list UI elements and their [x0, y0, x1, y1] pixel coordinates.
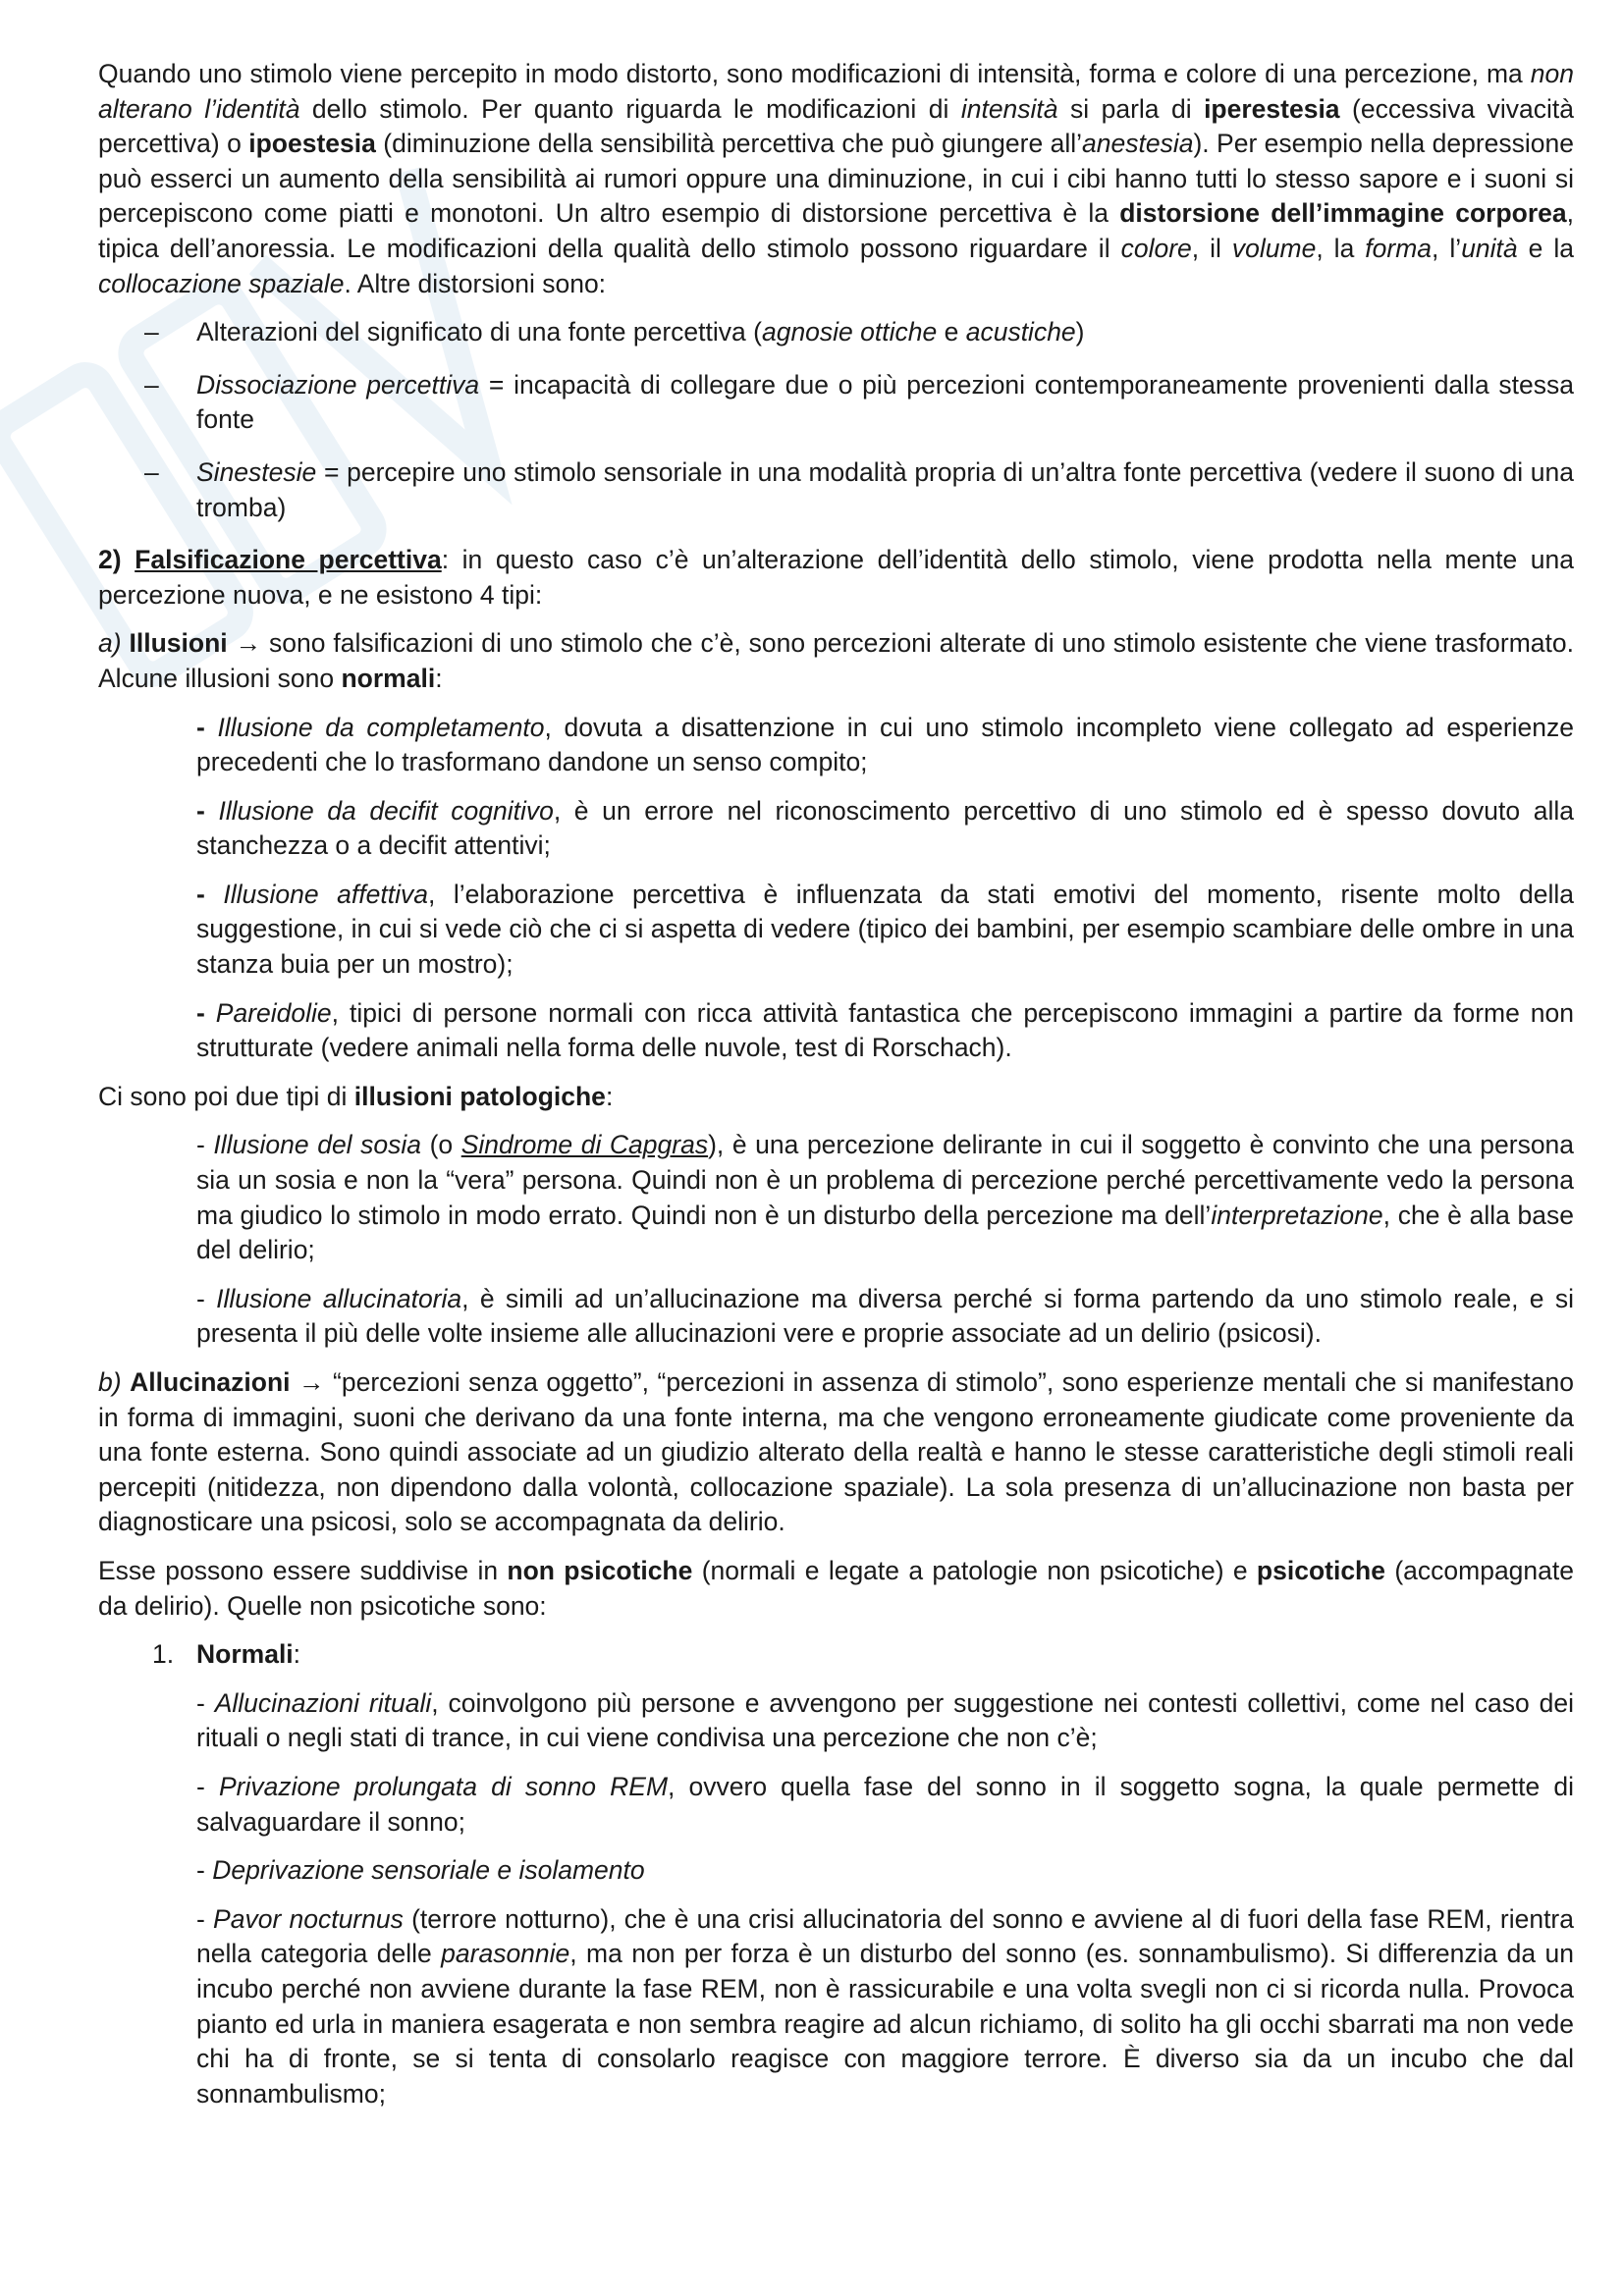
list-item: - Deprivazione sensoriale e isolamento [196, 1855, 645, 1886]
list-item: - Pareidolie, tipici di persone normali con ricca attività fantastica che percepiscono immagini a partire da forme non strutturate (vedere animali nella forma delle nuvole, test di Rorschach). [196, 997, 1575, 1063]
distortion-list [98, 315, 1574, 525]
list-item: - Illusione da decifit cognitivo, è un errore nel riconoscimento percettivo di uno stimolo ed è spesso dovuto alla stanchezza o a decifit attentivi; [196, 795, 1574, 861]
list-item: - Illusione del sosia (o Sindrome di Capgras), è una percezione delirante in cui il soggetto è convinto che una persona sia un sosia e non la “vera” persona. Quindi non è un problema di percezione perché percettivamente vedo la persona ma giudico lo stimolo in modo errato. Quindi non è un disturbo della percezione ma dell’interpretazione, che è alla base del delirio; [196, 1130, 1575, 1265]
list-item-title: Normali: [196, 1639, 301, 1670]
list-item: – Dissociazione percettiva = incapacità di collegare due o più percezioni contemporaneamente provenienti dalla stessa fonte [98, 368, 1574, 438]
intro-paragraph: Quando uno stimolo viene percepito in modo distorto, sono modificazioni di intensità, forma e colore di una percezione, ma non alterano l’identità dello stimolo. Per quanto riguarda le modificazioni di intensità si parla di iperestesia (eccessiva vivacità percettiva) o ipoestesia (diminuzione della sensibilità percettiva che può giungere all’anestesia). Per esempio nella depressione può esserci un aumento della sensibilità ai rumori oppure una diminuzione, in cui i cibi hanno tutti lo stesso sapore e i suoni si percepiscono come piatti e monotoni. Un altro esempio di distorsione percettiva è la distorsione dell’immagine corporea, tipica dell’anoressia. Le modificazioni della qualità dello stimolo possono riguardare il colore, il volume, la forma, l’unità e la collocazione spaziale. Altre distorsioni sono: [98, 59, 1575, 298]
subdivision-paragraph: Esse possono essere suddivise in non psicotiche (normali e legate a patologie non psicotiche) e psicotiche (accompagnate da delirio). Quelle non psicotiche sono: [98, 1555, 1574, 1621]
list-item: - Illusione allucinatoria, è simili ad un’allucinazione ma diversa perché si forma partendo da uno stimolo reale, e si presenta il più delle volte insieme alle allucinazioni vere e proprie associate ad un delirio (psicosi). [196, 1283, 1574, 1349]
list-item: - Allucinazioni rituali, coinvolgono più persone e avvengono per suggestione nei contesti collettivi, come nel caso dei rituali o negli stati di trance, in cui viene condivisa una percezione che non c’è; [196, 1687, 1574, 1753]
list-item: – Sinestesie = percepire uno stimolo sensoriale in una modalità propria di un’altra fonte percettiva (vedere il suono di una tromba) [98, 455, 1574, 525]
list-item: - Privazione prolungata di sonno REM, ovvero quella fase del sonno in il soggetto sogna, la quale permette di salvaguardare il sonno; [196, 1771, 1575, 1837]
illusioni-paragraph: a) Illusioni → sono falsificazioni di uno stimolo che c’è, sono percezioni alterate di uno stimolo esistente che viene trasformato. Alcune illusioni sono normali: [98, 628, 1574, 693]
arrow-icon: → [235, 628, 262, 659]
document-page [98, 57, 1574, 2125]
list-item: - Illusione da completamento, dovuta a disattenzione in cui uno stimolo incompleto viene collegato ad esperienze precedenti che lo trasformano dandone un senso compito; [196, 712, 1575, 777]
arrow-icon: → [298, 1367, 325, 1397]
section-2-paragraph: 2) Falsificazione percettiva: in questo caso c’è un’alterazione dell’identità dello stimolo, viene prodotta nella mente una percezione nuova, e ne esistono 4 tipi: [98, 545, 1574, 610]
numbered-list [98, 1637, 1574, 2111]
list-item: - Illusione affettiva, l’elaborazione percettiva è influenzata da stati emotivi del momento, risente molto della suggestione, in cui si vede ciò che ci si aspetta di vedere (tipico dei bambini, per esempio scambiare delle ombre in una stanza buia per un mostro); [196, 879, 1574, 980]
list-item: - Pavor nocturnus (terrore notturno), che è una crisi allucinatoria del sonno e avviene al di fuori della fase REM, rientra nella categoria delle parasonnie, ma non per forza è un disturbo del sonno (es. sonnambulismo). Si differenzia da un incubo perché non avviene durante la fase REM, non è rassicurabile e una volta svegli non ci si ricorda nulla. Provoca pianto ed urla in maniera esagerata e non sembra reagire ad alcun richiamo, di solito ha gli occhi sbarrati ma non vede chi ha di fronte, se si tenta di consolarlo reagisce con maggiore terrore. È diverso sia da un incubo che dal sonnambulismo; [196, 1903, 1574, 2109]
pathological-intro: Ci sono poi due tipi di illusioni patologiche: [98, 1081, 614, 1111]
allucinazioni-paragraph: b) Allucinazioni → “percezioni senza oggetto”, “percezioni in assenza di stimolo”, sono esperienze mentali che si manifestano in forma di immagini, suoni che derivano da una fonte interna, ma che vengono erroneamente giudicate come proveniente da una fonte esterna. Sono quindi associate ad un giudizio alterato della realtà e hanno le stesse caratteristiche degli stimoli reali percepiti (nitidezza, non dipendono dalla volontà, collocazione spaziale). La sola presenza di un’allucinazione non basta per diagnosticare una psicosi, solo se accompagnata da delirio. [98, 1367, 1574, 1537]
list-item: – Alterazioni del significato di una fonte percettiva (agnosie ottiche e acustiche) [98, 315, 1574, 350]
list-item [98, 1637, 1574, 2111]
list-number: 1. [152, 1639, 175, 1670]
